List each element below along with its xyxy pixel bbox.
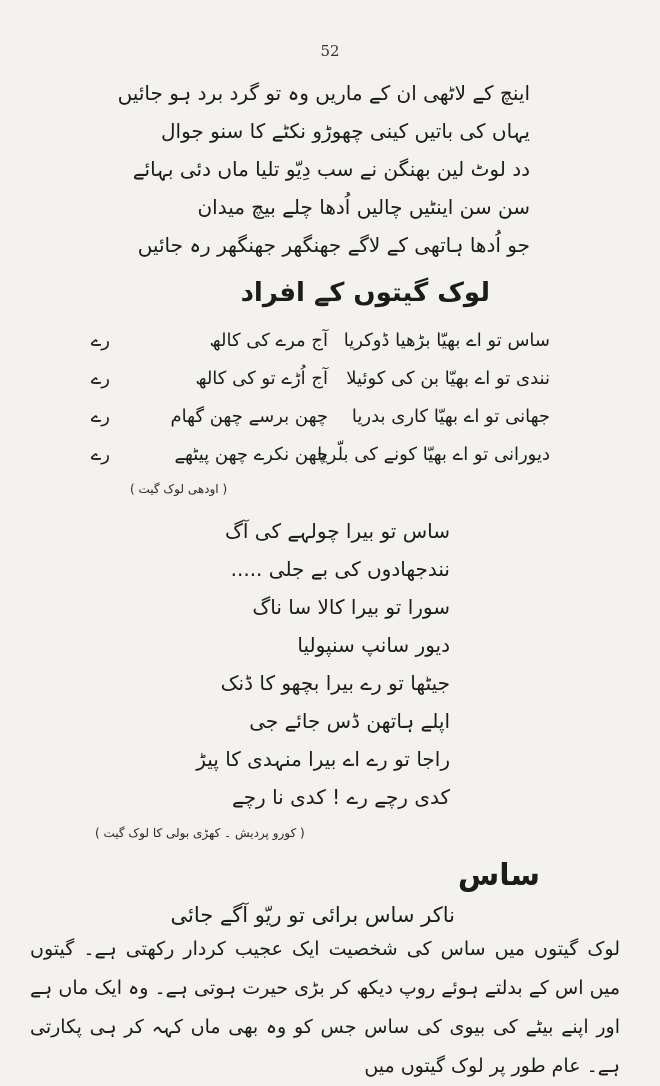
poem-line: اینچ کے لاٹھی ان کے ماریں وہ تو گرد برد ہو جائیں bbox=[117, 81, 530, 105]
poem-line: یہاں کی باتیں کینی چھوڑو نکٹے کا سنو جوال bbox=[161, 119, 530, 143]
poem-line: نندجھادوں کی بے جلی ..... bbox=[230, 557, 450, 581]
row-phrase: نندی تو اے بھیّا بن کی کوئیلا bbox=[346, 368, 550, 389]
song-row bbox=[80, 360, 550, 398]
row-phrase: چھن برسے چھن گھام bbox=[170, 406, 328, 427]
poem-line: اپلے ہاتھن ڈس جائے جی bbox=[249, 709, 450, 733]
page-number: 52 bbox=[320, 42, 340, 60]
poem-line: دد لوٹ لین بھنگن نے سب دِیّو تلیا ماں دئی بہائے bbox=[132, 157, 530, 181]
song-row bbox=[80, 322, 550, 360]
section-title-saas: ساس bbox=[457, 858, 540, 893]
poem-line: جیٹھا تو رے بیرا بچھو کا ڈنک bbox=[220, 671, 450, 695]
section-heading-folk-song-people: لوک گیتوں کے افراد bbox=[240, 278, 490, 308]
row-phrase: جھانی تو اے بھیّا کاری بدریا bbox=[351, 406, 550, 427]
row-phrase: آج اُڑے تو کی کالھ bbox=[195, 368, 328, 389]
poem-stanza-2 bbox=[170, 512, 450, 816]
poem-line: راجا تو رے اے بیرا منہدی کا پیڑ bbox=[196, 747, 450, 771]
poem-line: جو اُدھا ہاتھی کے لاگے جھنگھر جھنگھر رہ جائیں bbox=[137, 233, 530, 257]
poem-line: دیور سانپ سنپولیا bbox=[297, 633, 450, 657]
row-phrase: آج مرے کی کالھ bbox=[209, 330, 328, 351]
poem-stanza-1 bbox=[110, 74, 530, 264]
row-phrase: چھن نکرے چھن پیٹھے bbox=[174, 444, 328, 465]
proverb-line: ناکر ساس برائی تو ریّو آگے جائی bbox=[170, 903, 455, 927]
row-phrase: ساس تو اے بھیّا بڑھیا ڈوکریا bbox=[343, 330, 550, 351]
poem-line: کدی رچے رے ! کدی نا رچے bbox=[231, 785, 450, 809]
row-phrase: دیورانی تو اے بھیّا کونے کی بلّریا bbox=[317, 444, 550, 465]
source-note-khari-boli: ( کورو پردیش ۔ کھڑی بولی کا لوک گیت ) bbox=[95, 826, 305, 840]
row-refrain: رے bbox=[90, 406, 110, 427]
row-refrain: رے bbox=[90, 368, 110, 389]
source-note-awadhi: ( اودھی لوک گیت ) bbox=[130, 482, 228, 496]
poem-line: سورا تو بیرا کالا سا ناگ bbox=[252, 595, 450, 619]
row-refrain: رے bbox=[90, 444, 110, 465]
poem-line: ساس تو بیرا چولہے کی آگ bbox=[224, 519, 450, 543]
song-row bbox=[80, 398, 550, 436]
row-refrain: رے bbox=[90, 330, 110, 351]
poem-line: سن سن اینٹیں چالیں اُدھا چلے بیچ میدان bbox=[197, 195, 530, 219]
body-paragraph: لوک گیتوں میں ساس کی شخصیت ایک عجیب کردار رکھتی ہے۔ گیتوں میں اس کے بدلتے ہوئے روپ دیکھ کر بڑی حیرت ہوتی ہے۔ وہ ایک ماں ہے اور اپنے بیٹے کی بیوی کی ساس جس کو وہ بھی ماں کہہ کر ہی پکارتی ہے۔ عام طور پر لوک گیتوں میں bbox=[30, 938, 620, 1077]
song-row bbox=[80, 436, 550, 474]
